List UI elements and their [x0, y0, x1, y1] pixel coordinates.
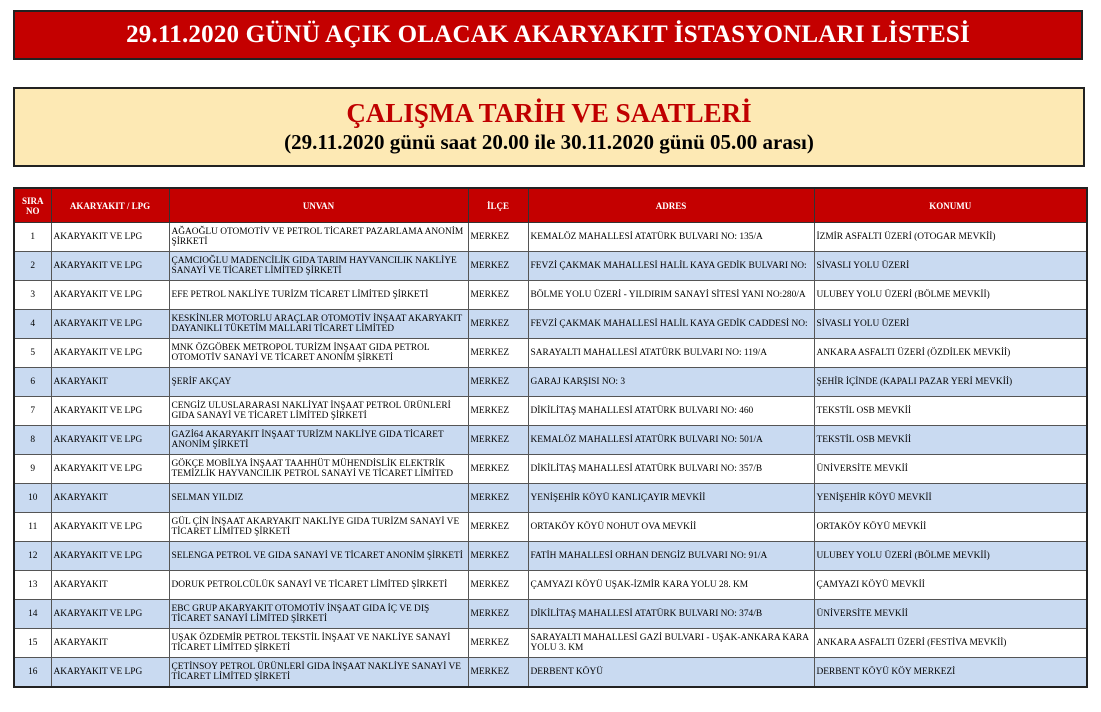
column-header-sira-line1: SIRA: [21, 195, 44, 206]
cell-unvan: EBC GRUP AKARYAKIT OTOMOTİV İNŞAAT GIDA İÇ VE DIŞ TİCARET SANAYİ LİMİTED ŞİRKETİ: [169, 600, 468, 629]
cell-sira-no: 8: [14, 426, 51, 455]
cell-sira-no: 4: [14, 310, 51, 339]
cell-adres: ÇAMYAZI KÖYÜ UŞAK-İZMİR KARA YOLU 28. KM: [528, 571, 814, 600]
cell-type: AKARYAKIT VE LPG: [51, 426, 169, 455]
cell-type: AKARYAKIT VE LPG: [51, 658, 169, 688]
cell-type: AKARYAKIT VE LPG: [51, 310, 169, 339]
cell-type: AKARYAKIT VE LPG: [51, 455, 169, 484]
cell-adres: ORTAKÖY KÖYÜ NOHUT OVA MEVKİİ: [528, 513, 814, 542]
cell-ilce: MERKEZ: [468, 484, 528, 513]
cell-ilce: MERKEZ: [468, 658, 528, 688]
schedule-banner: [13, 87, 1085, 167]
cell-ilce: MERKEZ: [468, 223, 528, 252]
column-header-adres: ADRES: [528, 188, 814, 223]
cell-unvan: GÜL ÇİN İNŞAAT AKARYAKIT NAKLİYE GIDA TURİZM SANAYİ VE TİCARET LİMİTED ŞİRKETİ: [169, 513, 468, 542]
cell-unvan: ÇETİNSOY PETROL ÜRÜNLERİ GIDA İNŞAAT NAKLİYE SANAYİ VE TİCARET LİMİTED ŞİRKETİ: [169, 658, 468, 688]
column-header-sira: [14, 188, 51, 223]
cell-sira-no: 10: [14, 484, 51, 513]
cell-ilce: MERKEZ: [468, 542, 528, 571]
cell-unvan: ŞERİF AKÇAY: [169, 368, 468, 397]
cell-ilce: MERKEZ: [468, 368, 528, 397]
table-row: [14, 281, 1087, 310]
table-row: [14, 339, 1087, 368]
cell-konum: TEKSTİL OSB MEVKİİ: [814, 426, 1087, 455]
table-row: [14, 455, 1087, 484]
cell-unvan: KESKİNLER MOTORLU ARAÇLAR OTOMOTİV İNŞAAT AKARYAKIT DAYANIKLI TÜKETİM MALLARI TİCARET LİMİTED: [169, 310, 468, 339]
cell-ilce: MERKEZ: [468, 310, 528, 339]
table-row: [14, 252, 1087, 281]
cell-unvan: SELMAN YILDIZ: [169, 484, 468, 513]
cell-type: AKARYAKIT VE LPG: [51, 513, 169, 542]
cell-sira-no: 13: [14, 571, 51, 600]
cell-unvan: GAZİ64 AKARYAKIT İNŞAAT TURİZM NAKLİYE GIDA TİCARET ANONİM ŞİRKETİ: [169, 426, 468, 455]
table-row: [14, 629, 1087, 658]
cell-konum: SİVASLI YOLU ÜZERİ: [814, 310, 1087, 339]
column-header-sira-line2: NO: [26, 205, 40, 216]
cell-konum: TEKSTİL OSB MEVKİİ: [814, 397, 1087, 426]
cell-sira-no: 12: [14, 542, 51, 571]
cell-adres: YENİŞEHİR KÖYÜ KANLIÇAYIR MEVKİİ: [528, 484, 814, 513]
cell-konum: ÜNİVERSİTE MEVKİİ: [814, 600, 1087, 629]
cell-sira-no: 5: [14, 339, 51, 368]
schedule-range: (29.11.2020 günü saat 20.00 ile 30.11.2020 günü 05.00 arası): [284, 130, 814, 154]
cell-sira-no: 2: [14, 252, 51, 281]
column-header-unvan: UNVAN: [169, 188, 468, 223]
cell-ilce: MERKEZ: [468, 513, 528, 542]
cell-adres: KEMALÖZ MAHALLESİ ATATÜRK BULVARI NO: 501/A: [528, 426, 814, 455]
cell-type: AKARYAKIT: [51, 571, 169, 600]
page-title: 29.11.2020 GÜNÜ AÇIK OLACAK AKARYAKIT İSTASYONLARI LİSTESİ: [126, 21, 970, 48]
page-title-banner: [13, 10, 1083, 60]
cell-konum: SİVASLI YOLU ÜZERİ: [814, 252, 1087, 281]
cell-ilce: MERKEZ: [468, 339, 528, 368]
cell-sira-no: 16: [14, 658, 51, 688]
cell-unvan: ÇAMCIOĞLU MADENCİLİK GIDA TARIM HAYVANCILIK NAKLİYE SANAYİ VE TİCARET LİMİTED ŞİRKETİ: [169, 252, 468, 281]
cell-type: AKARYAKIT VE LPG: [51, 281, 169, 310]
table-row: [14, 368, 1087, 397]
cell-konum: ORTAKÖY KÖYÜ MEVKİİ: [814, 513, 1087, 542]
cell-unvan: GÖKÇE MOBİLYA İNŞAAT TAAHHÜT MÜHENDİSLİK ELEKTRİK TEMİZLİK HAYVANCILIK PETROL SANAYİ VE TİCARET LİMİTED: [169, 455, 468, 484]
cell-konum: DERBENT KÖYÜ KÖY MERKEZİ: [814, 658, 1087, 688]
table-header-row: [14, 188, 1087, 223]
cell-ilce: MERKEZ: [468, 629, 528, 658]
cell-ilce: MERKEZ: [468, 281, 528, 310]
cell-sira-no: 1: [14, 223, 51, 252]
cell-konum: YENİŞEHİR KÖYÜ MEVKİİ: [814, 484, 1087, 513]
cell-ilce: MERKEZ: [468, 426, 528, 455]
cell-type: AKARYAKIT VE LPG: [51, 252, 169, 281]
cell-unvan: AĞAOĞLU OTOMOTİV VE PETROL TİCARET PAZARLAMA ANONİM ŞİRKETİ: [169, 223, 468, 252]
cell-sira-no: 15: [14, 629, 51, 658]
cell-ilce: MERKEZ: [468, 252, 528, 281]
cell-ilce: MERKEZ: [468, 397, 528, 426]
cell-adres: SARAYALTI MAHALLESİ GAZİ BULVARI - UŞAK-ANKARA KARA YOLU 3. KM: [528, 629, 814, 658]
column-header-ilce: İLÇE: [468, 188, 528, 223]
cell-sira-no: 14: [14, 600, 51, 629]
cell-unvan: CENGİZ ULUSLARARASI NAKLİYAT İNŞAAT PETROL ÜRÜNLERİ GIDA SANAYİ VE TİCARET LİMİTED ŞİRKETİ: [169, 397, 468, 426]
cell-sira-no: 7: [14, 397, 51, 426]
cell-adres: DİKİLİTAŞ MAHALLESİ ATATÜRK BULVARI NO: 374/B: [528, 600, 814, 629]
cell-ilce: MERKEZ: [468, 571, 528, 600]
cell-type: AKARYAKIT: [51, 368, 169, 397]
cell-adres: BÖLME YOLU ÜZERİ - YILDIRIM SANAYİ SİTESİ YANI NO:280/A: [528, 281, 814, 310]
cell-sira-no: 11: [14, 513, 51, 542]
cell-adres: FATİH MAHALLESİ ORHAN DENGİZ BULVARI NO: 91/A: [528, 542, 814, 571]
table-row: [14, 310, 1087, 339]
cell-type: AKARYAKIT VE LPG: [51, 600, 169, 629]
schedule-title: ÇALIŞMA TARİH VE SAATLERİ: [346, 98, 752, 128]
cell-sira-no: 9: [14, 455, 51, 484]
cell-konum: ANKARA ASFALTI ÜZERİ (FESTİVA MEVKİİ): [814, 629, 1087, 658]
cell-konum: ANKARA ASFALTI ÜZERİ (ÖZDİLEK MEVKİİ): [814, 339, 1087, 368]
cell-type: AKARYAKIT VE LPG: [51, 339, 169, 368]
column-header-konum: KONUMU: [814, 188, 1087, 223]
cell-adres: KEMALÖZ MAHALLESİ ATATÜRK BULVARI NO: 135/A: [528, 223, 814, 252]
cell-konum: ŞEHİR İÇİNDE (KAPALI PAZAR YERİ MEVKİİ): [814, 368, 1087, 397]
cell-konum: ÇAMYAZI KÖYÜ MEVKİİ: [814, 571, 1087, 600]
cell-unvan: MNK ÖZGÖBEK METROPOL TURİZM İNŞAAT GIDA PETROL OTOMOTİV SANAYİ VE TİCARET ANONİM ŞİRKETİ: [169, 339, 468, 368]
cell-konum: ÜNİVERSİTE MEVKİİ: [814, 455, 1087, 484]
cell-sira-no: 6: [14, 368, 51, 397]
table-row: [14, 542, 1087, 571]
cell-konum: ULUBEY YOLU ÜZERİ (BÖLME MEVKİİ): [814, 281, 1087, 310]
table-row: [14, 484, 1087, 513]
cell-type: AKARYAKIT VE LPG: [51, 397, 169, 426]
cell-adres: SARAYALTI MAHALLESİ ATATÜRK BULVARI NO: 119/A: [528, 339, 814, 368]
cell-unvan: SELENGA PETROL VE GIDA SANAYİ VE TİCARET ANONİM ŞİRKETİ: [169, 542, 468, 571]
cell-unvan: DORUK PETROLCÜLÜK SANAYİ VE TİCARET LİMİTED ŞİRKETİ: [169, 571, 468, 600]
cell-unvan: EFE PETROL NAKLİYE TURİZM TİCARET LİMİTED ŞİRKETİ: [169, 281, 468, 310]
table-row: [14, 397, 1087, 426]
cell-adres: FEVZİ ÇAKMAK MAHALLESİ HALİL KAYA GEDİK CADDESİ NO:: [528, 310, 814, 339]
cell-adres: GARAJ KARŞISI NO: 3: [528, 368, 814, 397]
cell-adres: DİKİLİTAŞ MAHALLESİ ATATÜRK BULVARI NO: 357/B: [528, 455, 814, 484]
stations-table: [13, 187, 1088, 688]
table-row: [14, 571, 1087, 600]
cell-unvan: UŞAK ÖZDEMİR PETROL TEKSTİL İNŞAAT VE NAKLİYE SANAYİ TİCARET LİMİTED ŞİRKETİ: [169, 629, 468, 658]
column-header-type: AKARYAKIT / LPG: [51, 188, 169, 223]
cell-sira-no: 3: [14, 281, 51, 310]
cell-type: AKARYAKIT VE LPG: [51, 223, 169, 252]
cell-konum: İZMİR ASFALTI ÜZERİ (OTOGAR MEVKİİ): [814, 223, 1087, 252]
table-row: [14, 223, 1087, 252]
cell-adres: FEVZİ ÇAKMAK MAHALLESİ HALİL KAYA GEDİK BULVARI NO:: [528, 252, 814, 281]
table-row: [14, 600, 1087, 629]
cell-konum: ULUBEY YOLU ÜZERİ (BÖLME MEVKİİ): [814, 542, 1087, 571]
cell-type: AKARYAKIT VE LPG: [51, 542, 169, 571]
cell-ilce: MERKEZ: [468, 600, 528, 629]
table-row: [14, 658, 1087, 688]
table-row: [14, 426, 1087, 455]
table-row: [14, 513, 1087, 542]
cell-ilce: MERKEZ: [468, 455, 528, 484]
cell-adres: DERBENT KÖYÜ: [528, 658, 814, 688]
cell-type: AKARYAKIT: [51, 629, 169, 658]
cell-type: AKARYAKIT: [51, 484, 169, 513]
cell-adres: DİKİLİTAŞ MAHALLESİ ATATÜRK BULVARI NO: 460: [528, 397, 814, 426]
